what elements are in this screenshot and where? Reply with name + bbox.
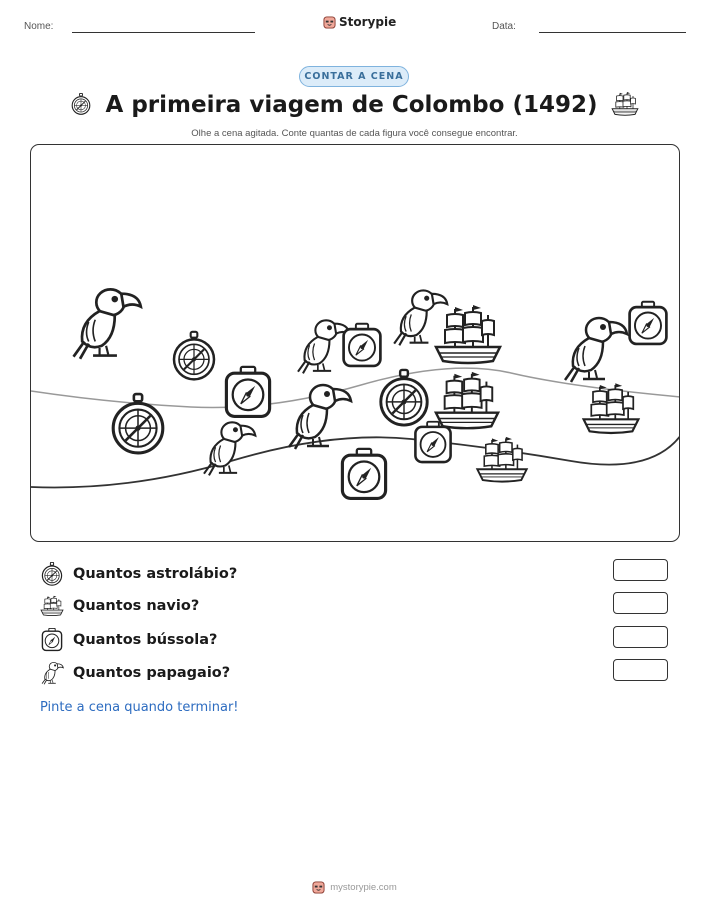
- ship-icon: [477, 437, 526, 482]
- brand-logo: [323, 15, 396, 29]
- ship-icon: [611, 92, 639, 116]
- footer: [0, 881, 709, 894]
- question-row: [40, 661, 230, 685]
- answer-box-parrot[interactable]: [613, 659, 668, 681]
- parrot-icon: [298, 320, 349, 373]
- question-text: Quantos navio?: [73, 598, 200, 614]
- page-subtitle: Olhe a cena agitada. Conte quantas de cada figura você consegue encontrar.: [191, 128, 518, 139]
- question-row: [40, 562, 237, 586]
- ship-icon: [40, 595, 64, 617]
- answer-box-compass[interactable]: [613, 626, 668, 648]
- footer-url: mystorypie.com: [330, 882, 397, 893]
- name-line[interactable]: [72, 32, 255, 33]
- compass-icon: [40, 628, 64, 652]
- astrolabe-icon: [174, 332, 214, 380]
- brand-name: Storypie: [339, 15, 397, 29]
- parrot-icon: [565, 318, 627, 382]
- name-label: Nome:: [24, 21, 54, 32]
- ship-icon: [584, 383, 639, 433]
- question-text: Quantos bússola?: [73, 632, 218, 648]
- compass-icon: [630, 302, 667, 344]
- parrot-icon: [40, 661, 64, 685]
- date-line[interactable]: [539, 32, 686, 33]
- question-text: Quantos astrolábio?: [73, 566, 238, 582]
- compass-icon: [342, 449, 385, 499]
- astrolabe-icon: [113, 394, 163, 453]
- storypie-logo-icon: [323, 16, 336, 29]
- instruction-text: Pinte a cena quando terminar!: [40, 700, 239, 715]
- ship-icon: [436, 305, 500, 363]
- astrolabe-icon: [70, 93, 92, 115]
- storypie-logo-icon: [312, 881, 325, 894]
- page-title-text: A primeira viagem de Colombo (1492): [105, 92, 598, 118]
- ship-icon: [436, 372, 498, 428]
- answer-box-ship[interactable]: [613, 592, 668, 614]
- astrolabe-icon: [40, 562, 64, 586]
- page-title: [0, 92, 709, 118]
- parrot-icon: [394, 290, 447, 345]
- answer-box-astrolabe[interactable]: [613, 559, 668, 581]
- question-row: [40, 595, 199, 617]
- date-label: Data:: [492, 21, 516, 32]
- compass-icon: [226, 367, 269, 417]
- scene-canvas: [31, 145, 680, 542]
- wave-line-upper: [31, 368, 680, 407]
- counting-scene: [30, 144, 680, 542]
- parrot-icon: [74, 289, 141, 358]
- question-text: Quantos papagaio?: [73, 665, 231, 681]
- compass-icon: [344, 324, 381, 366]
- question-row: [40, 628, 217, 652]
- activity-badge: CONTAR A CENA: [299, 66, 409, 87]
